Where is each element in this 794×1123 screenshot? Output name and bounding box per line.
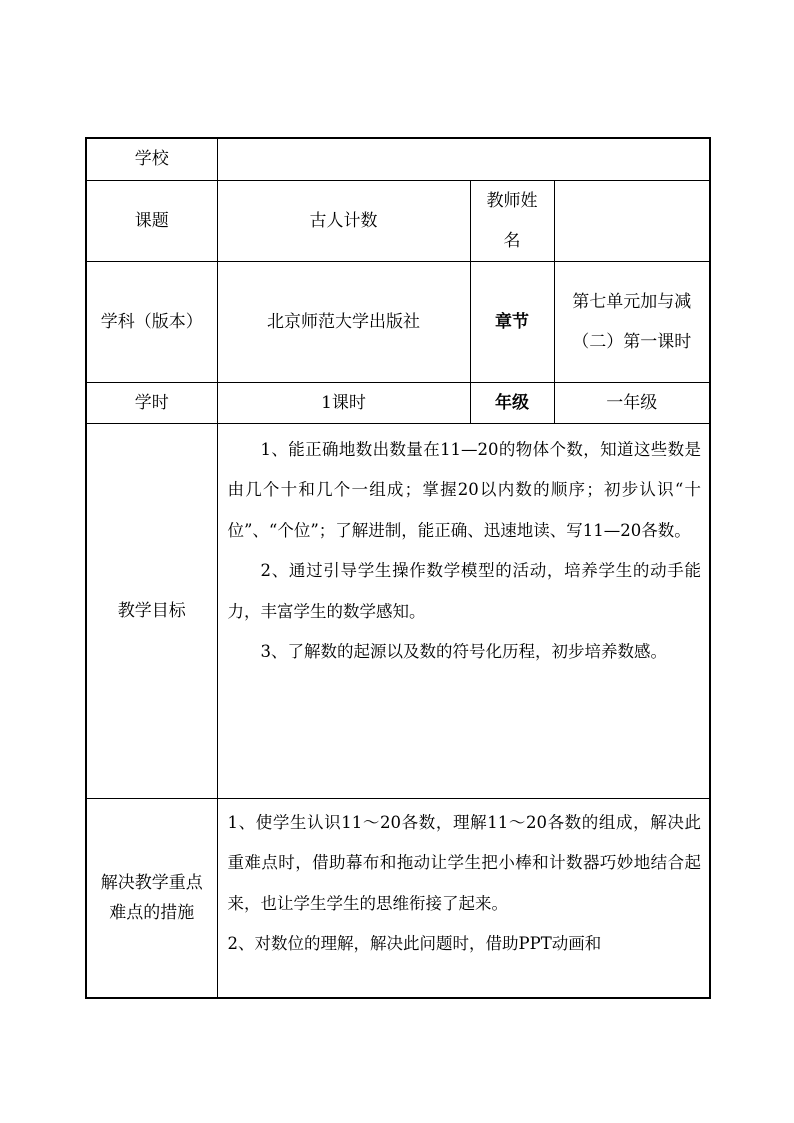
goals-label: 教学目标 bbox=[86, 423, 217, 798]
school-value bbox=[217, 138, 710, 180]
measures-label: 解决教学重点难点的措施 bbox=[86, 798, 217, 998]
school-label: 学校 bbox=[86, 138, 217, 180]
grade-label: 年级 bbox=[470, 382, 554, 423]
goal-paragraph: 2、通过引导学生操作数学模型的活动，培养学生的动手能力，丰富学生的数学感知。 bbox=[227, 561, 701, 621]
subject-label: 学科（版本） bbox=[86, 261, 217, 382]
subject-value: 北京师范大学出版社 bbox=[217, 261, 470, 382]
chapter-value: 第七单元加与减（二）第一课时 bbox=[554, 261, 710, 382]
chapter-label: 章节 bbox=[470, 261, 554, 382]
topic-value: 古人计数 bbox=[217, 180, 470, 261]
row-measures bbox=[86, 798, 710, 998]
row-subject bbox=[86, 261, 710, 382]
row-school bbox=[86, 138, 710, 180]
goal-paragraph: 3、了解数的起源以及数的符号化历程，初步培养数感。 bbox=[260, 642, 667, 661]
measure-paragraph: 2、对数位的理解，解决此问题时，借助PPT动画和 bbox=[227, 934, 602, 953]
row-hours bbox=[86, 382, 710, 423]
lesson-plan-table bbox=[85, 137, 711, 999]
row-topic bbox=[86, 180, 710, 261]
goals-content bbox=[217, 423, 710, 798]
hours-label: 学时 bbox=[86, 382, 217, 423]
row-goals bbox=[86, 423, 710, 798]
measure-paragraph: 1、使学生认识11～20各数，理解11～20各数的组成，解决此重难点时，借助幕布和拖动让学生把小棒和计数器巧妙地结合起来，也让学生学生的思维衔接了起来。 bbox=[227, 812, 701, 913]
teacher-label: 教师姓名 bbox=[470, 180, 554, 261]
goal-paragraph: 1、能正确地数出数量在11—20的物体个数，知道这些数是由几个十和几个一组成；掌握20以内数的顺序；初步认识“十位”、“个位”；了解进制，能正确、迅速地读、写11—20各数。 bbox=[227, 439, 701, 540]
measures-content bbox=[217, 798, 710, 998]
hours-value: 1课时 bbox=[217, 382, 470, 423]
grade-value: 一年级 bbox=[554, 382, 710, 423]
topic-label: 课题 bbox=[86, 180, 217, 261]
teacher-value bbox=[554, 180, 710, 261]
